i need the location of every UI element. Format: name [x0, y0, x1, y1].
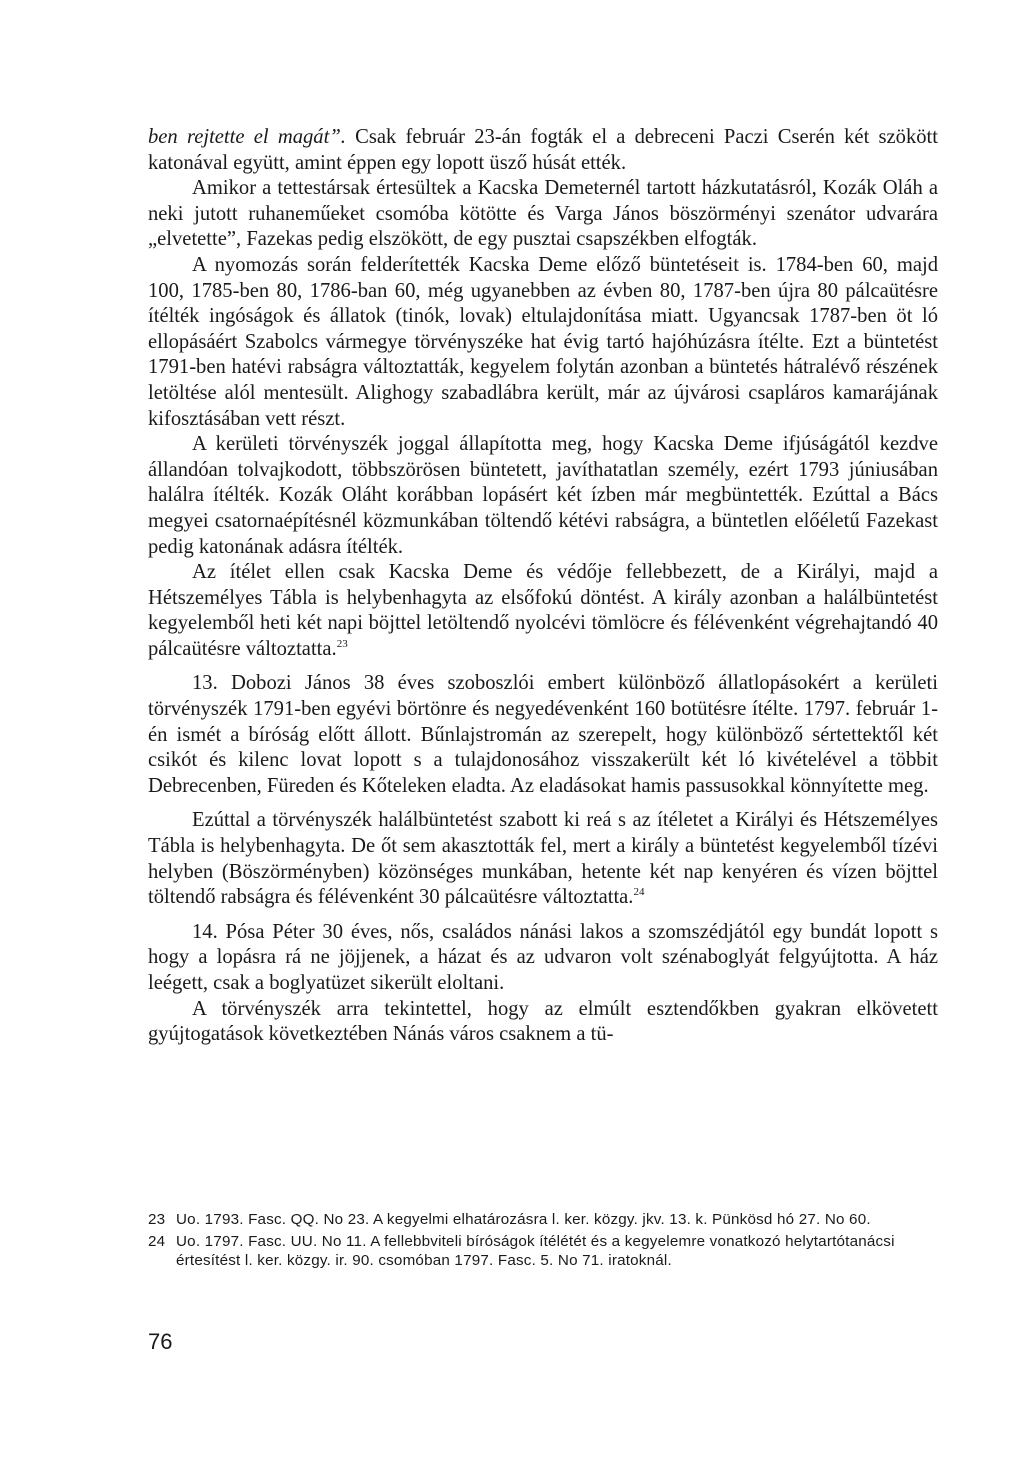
paragraph [148, 253, 938, 432]
paragraph-text: Csak február 23-án fogták el a debreceni Paczi Cserén két szökött katonával együtt, amint éppen egy lopott üsző húsát ették. [148, 126, 939, 174]
footnote-text: Uo. 1797. Fasc. UU. No 11. A fellebbviteli bíróságok ítélétét és a kegyelemre vonatkozó helytartótanácsi értesítést l. ker. közgy. ir. 90. csomóban 1797. Fasc. 5. No 71. iratoknál. [176, 1232, 895, 1270]
paragraph-continuation [148, 125, 938, 176]
footnote [148, 1210, 938, 1230]
paragraph-text: A törvényszék arra tekintettel, hogy az elmúlt esztendőkben gyakran elkövetett gyújtogatások következtében Nánás város csaknem a tü- [148, 997, 938, 1046]
page-body [148, 125, 938, 1048]
footnote-number: 23 [148, 1211, 166, 1228]
footnote-reference: 23 [336, 637, 348, 650]
footnote-reference: 24 [633, 886, 645, 899]
paragraph [148, 997, 938, 1048]
paragraph-text: Az ítélet ellen csak Kacska Deme és védője fellebbezett, de a Királyi, majd a Hétszemélyes Tábla is helybenhagyta az elsőfokú döntést. A király azonban a halálbüntetést kegyelemből heti két napi böjttel letöltendő nyolcévi tömlöcre és félévenként végrehajtandó 40 pálcaütésre változtatta. [148, 561, 938, 660]
footnote-text: Uo. 1793. Fasc. QQ. No 23. A kegyelmi elhatározásra l. ker. közgy. jkv. 13. k. Pünkösd hó 27. No 60. [176, 1211, 871, 1228]
footnote-number: 24 [148, 1232, 166, 1250]
body-text [148, 125, 938, 1048]
paragraph-text: Amikor a tettestársak értesültek a Kacska Demeternél tartott házkutatásról, Kozák Oláh a neki jutott ruhaneműeket csomóba kötötte és Varga János böszörményi szenátor udvarára „elvetette”, Fazekas pedig elszökött, de egy pusztai csapszékben elfogták. [148, 177, 938, 251]
paragraph [148, 176, 938, 253]
paragraph [148, 432, 938, 560]
paragraph-text: 13. Dobozi János 38 éves szoboszlói embert különböző állatlopásokért a kerületi törvényszék 1791-ben egyévi börtönre és negyedévenként 160 botütésre ítélte. 1797. február 1-én ismét a bíróság előtt állott. Bűnlajstromán az szerepelt, hogy különböző sértettektől két csikót és kilenc lovat lopott s a tulajdonosához visszakerült két ló kivételével a többit Debrecenben, Füreden és Kőteleken eladta. Az eladásokat hamis passusokkal könnyítette meg. [148, 672, 938, 797]
page-number: 76 [148, 1329, 173, 1354]
footnotes [148, 1210, 938, 1273]
paragraph-case-14 [148, 920, 938, 997]
paragraph-text: A nyomozás során felderítették Kacska Deme előző büntetéseit is. 1784-ben 60, majd 100, 1785-ben 80, 1786-ban 60, még ugyanebben az évben 80, 1787-ben újra 80 pálcaütésre ítélték ingóságok és állatok (tinók, lovak) eltulajdonítása miatt. Ugyancsak 1787-ben öt ló ellopásáért Szabolcs vármegye törvényszéke hat évig tartó hajóhúzásra ítélte. Ezt a büntetést 1791-ben hatévi rabságra változtatták, kegyelem folytán azonban a büntetés hátralévő részének letöltése alól mentesült. Alighogy szabadlábra került, már az újvárosi csapláros kamarájának kifosztásában vett részt. [148, 253, 938, 430]
italic-quote: ben rejtette el magát”. [148, 126, 346, 148]
paragraph-text: A kerületi törvényszék joggal állapította meg, hogy Kacska Deme ifjúságától kezdve állandóan tolvajkodott, többszörösen büntetett, javíthatatlan személy, ezért 1793 júniusában halálra ítélték. Kozák Oláht korábban lopásért két ízben már megbüntették. Ezúttal a Bács megyei csatornaépítésnél közmunkában töltendő kétévi rabságra, a büntetlen előéletű Fazekast pedig katonának adásra ítélték. [148, 433, 938, 558]
footnote [148, 1232, 938, 1271]
paragraph [148, 560, 938, 662]
paragraph [148, 808, 938, 910]
paragraph-text: Ezúttal a törvényszék halálbüntetést szabott ki reá s az ítéletet a Királyi és Hétszemélyes Tábla is helybenhagyta. De őt sem akasztották fel, mert a király a büntetést kegyelemből tízévi helyben (Böszörményben) közönséges munkában, hetente két nap kenyéren és vízen böjttel töltendő rabságra és félévenként 30 pálcaütésre változtatta. [148, 809, 938, 909]
paragraph-text: 14. Pósa Péter 30 éves, nős, családos nánási lakos a szomszédjától egy bundát lopott s hogy a lopásra rá ne jöjjenek, a házat és az udvaron volt szénaboglyát felgyújtotta. A ház leégett, csak a boglyatüzet sikerült eloltani. [148, 920, 938, 994]
paragraph-case-13 [148, 671, 938, 799]
